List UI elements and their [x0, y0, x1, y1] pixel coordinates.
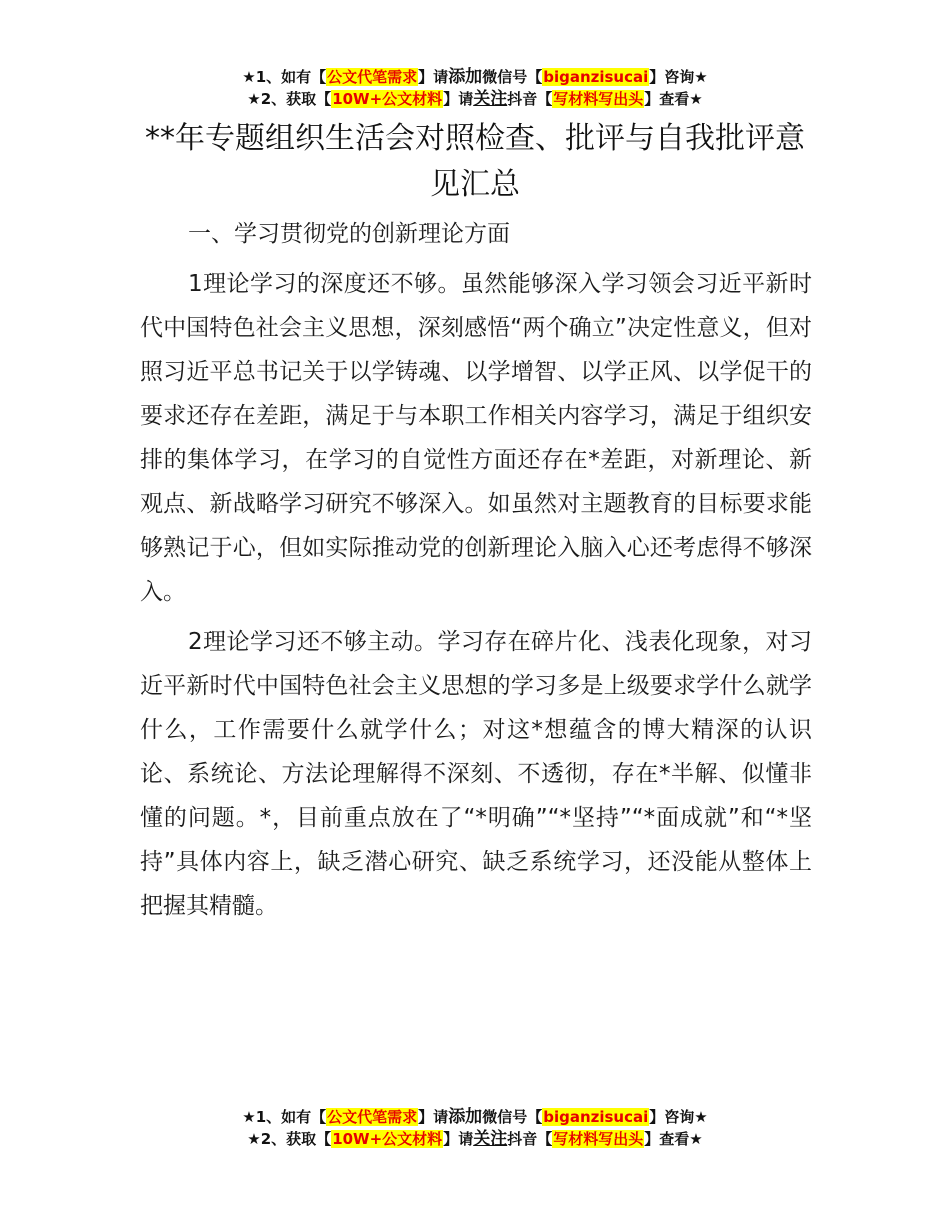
banner-text: ★1、如有【 [242, 68, 327, 86]
footer-banner [0, 1106, 950, 1150]
banner-text: 】咨询★ [649, 68, 708, 86]
banner-text: 微信号【 [482, 68, 543, 86]
document-title: **年专题组织生活会对照检查、批评与自我批评意见汇总 [145, 121, 805, 202]
banner-text: 抖音【 [507, 1130, 553, 1148]
banner-text: 抖音【 [507, 90, 553, 108]
banner-text: 】请 [443, 90, 474, 108]
banner-line-1 [0, 66, 950, 88]
highlight-douyin-account: 写材料写出头 [553, 1130, 644, 1148]
banner-line-2 [0, 88, 950, 110]
banner-text: ★2、获取【 [247, 90, 332, 108]
banner-text: 】请 [418, 68, 449, 86]
banner-text: 微信号【 [482, 1108, 543, 1126]
banner-text-emphasis: 关注 [473, 89, 508, 109]
highlight-materials: 10W+公文材料 [332, 90, 443, 108]
paragraph-2: 2理论学习还不够主动。学习存在碎片化、浅表化现象，对习近平新时代中国特色社会主义思想的学习多是上级要求学什么就学什么，工作需要什么就学什么；对这*想蕴含的博大精深的认识论、系统论、方法论理解得不深刻、不透彻，存在*半解、似懂非懂的问题。*，目前重点放在了“*明确”“*坚持”“*面成就”和“*坚持”具体内容上，缺乏潜心研究、缺乏系统学习，还没能从整体上把握其精髓。 [140, 629, 812, 919]
highlight-materials: 10W+公文材料 [332, 1130, 443, 1148]
highlight-service: 公文代笔需求 [327, 1108, 418, 1126]
banner-line-2 [0, 1128, 950, 1150]
banner-text-emphasis: 关注 [473, 1129, 508, 1149]
banner-line-1 [0, 1106, 950, 1128]
highlight-wechat-id: biganzisucai [543, 1108, 649, 1126]
banner-text: ★2、获取【 [247, 1130, 332, 1148]
banner-text: ★1、如有【 [242, 1108, 327, 1126]
highlight-service: 公文代笔需求 [327, 68, 418, 86]
banner-text-emphasis: 添加 [448, 67, 483, 87]
banner-text: 】查看★ [644, 1130, 703, 1148]
header-banner [0, 66, 950, 110]
banner-text: 】查看★ [644, 90, 703, 108]
section-heading: 一、学习贯彻党的创新理论方面 [188, 221, 510, 247]
highlight-douyin-account: 写材料写出头 [553, 90, 644, 108]
banner-text: 】请 [418, 1108, 449, 1126]
highlight-wechat-id: biganzisucai [543, 68, 649, 86]
banner-text: 】请 [443, 1130, 474, 1148]
banner-text: 】咨询★ [649, 1108, 708, 1126]
banner-text-emphasis: 添加 [448, 1107, 483, 1127]
paragraph-1: 1理论学习的深度还不够。虽然能够深入学习领会习近平新时代中国特色社会主义思想，深刻感悟“两个确立”决定性意义，但对照习近平总书记关于以学铸魂、以学增智、以学正风、以学促干的要求还存在差距，满足于与本职工作相关内容学习，满足于组织安排的集体学习，在学习的自觉性方面还存在*差距，对新理论、新观点、新战略学习研究不够深入。如虽然对主题教育的目标要求能够熟记于心，但如实际推动党的创新理论入脑入心还考虑得不够深入。 [140, 271, 812, 605]
document-body [140, 212, 812, 934]
